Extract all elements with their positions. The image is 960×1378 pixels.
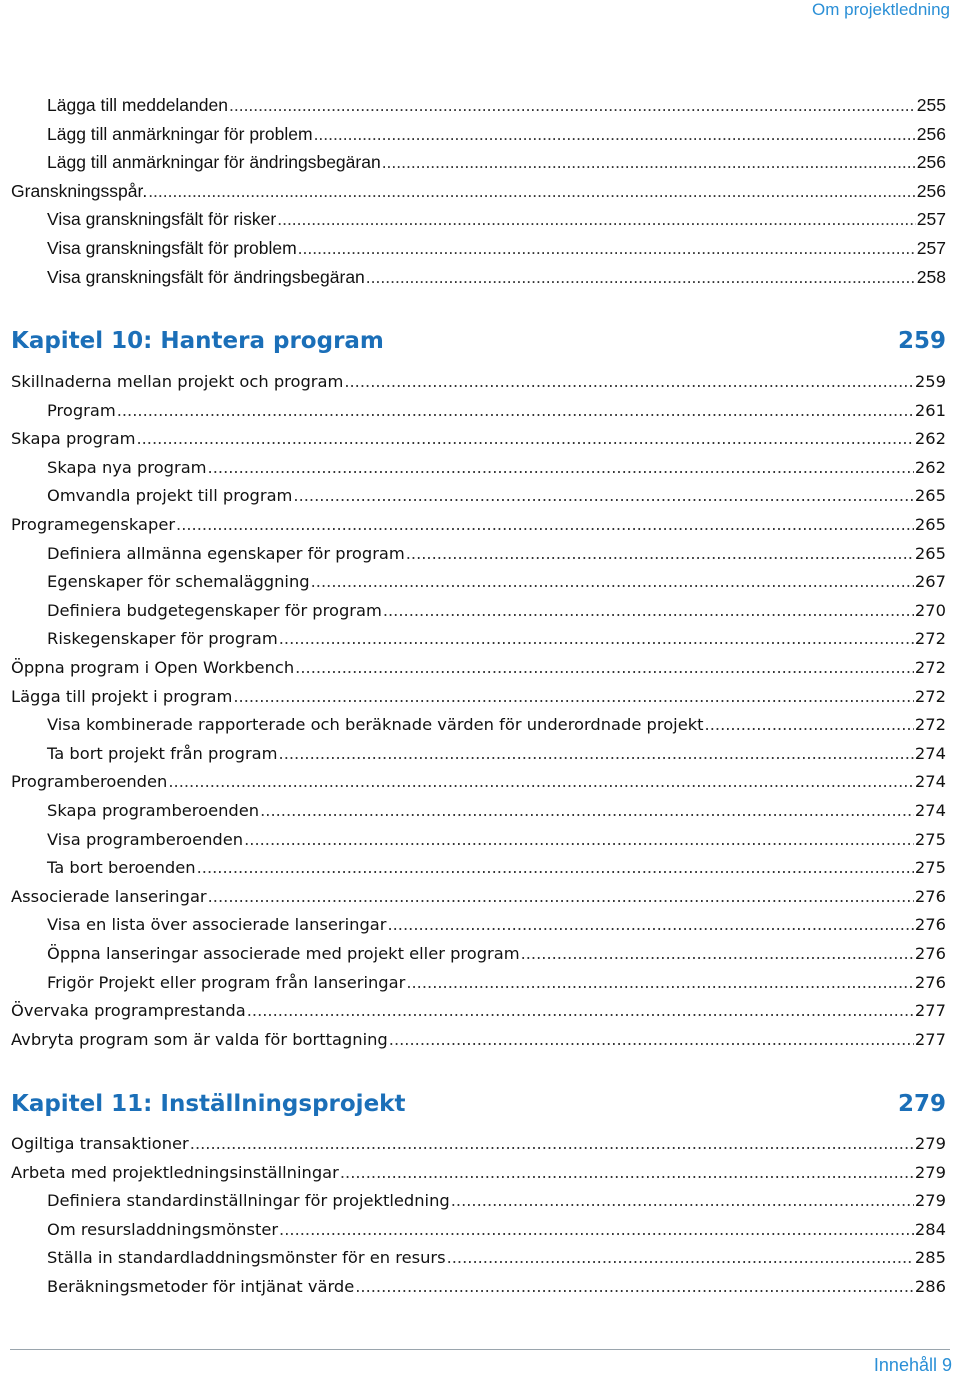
toc-entry[interactable]	[47, 628, 946, 650]
toc-entry-page: 276	[914, 915, 946, 935]
chapter-page-number: 259	[897, 328, 946, 354]
toc-entry-page: 272	[914, 686, 946, 706]
toc-entry-page: 274	[914, 772, 946, 792]
toc-entry-page: 272	[914, 715, 946, 735]
dot-leader	[314, 123, 916, 145]
toc-entry-title: Övervaka programprestanda	[11, 1001, 246, 1021]
dot-leader	[168, 771, 914, 793]
toc-entry-page: 255	[916, 95, 946, 115]
toc-entry[interactable]	[11, 1133, 946, 1155]
toc-entry-title: Beräkningsmetoder för intjänat värde	[47, 1277, 355, 1296]
toc-entry[interactable]	[47, 943, 946, 965]
toc-entry[interactable]	[47, 714, 946, 736]
toc-entry-page: 279	[914, 1134, 946, 1153]
toc-entry-page: 267	[914, 572, 946, 592]
toc-entry-page: 276	[914, 944, 946, 963]
toc-entry-title: Visa granskningsfält för ändringsbegäran	[47, 266, 365, 287]
toc-entry[interactable]	[47, 800, 946, 822]
toc-entry[interactable]	[47, 208, 946, 230]
toc-entry-title: Lägg till anmärkningar för problem	[47, 123, 313, 144]
toc-entry-page: 272	[914, 658, 946, 677]
toc-entry-title: Frigör Projekt eller program från lanseringar	[47, 972, 406, 992]
chapter-title: Kapitel 11: Inställningsprojekt	[11, 1091, 406, 1117]
toc-entry-title: Skapa programberoenden	[47, 801, 260, 820]
toc-entry-page: 265	[914, 486, 946, 506]
toc-entry[interactable]	[11, 1000, 946, 1022]
toc-entry-page: 274	[914, 801, 946, 820]
toc-entry-page: 284	[914, 1219, 946, 1239]
toc-entry[interactable]	[47, 743, 946, 765]
dot-leader	[247, 1000, 914, 1022]
dot-leader	[451, 1190, 914, 1212]
toc-entry-page: 277	[914, 1001, 946, 1021]
dot-leader	[190, 1133, 914, 1155]
toc-entry[interactable]	[47, 123, 946, 145]
dot-leader	[366, 266, 916, 288]
toc-entry-title: Ogiltiga transaktioner	[11, 1134, 189, 1153]
toc-entry-title: Visa programberoenden	[47, 829, 244, 849]
dot-leader	[148, 180, 916, 202]
dot-leader	[389, 1029, 914, 1051]
toc-entry-title: Skapa nya program	[47, 457, 207, 477]
toc-entry-page: 279	[914, 1191, 946, 1211]
dot-leader	[208, 886, 914, 908]
chapter-heading-10[interactable]	[11, 326, 946, 356]
toc-entry[interactable]	[11, 886, 946, 908]
toc-entry[interactable]	[47, 857, 946, 879]
toc-entry-title: Lägga till projekt i program	[11, 686, 233, 706]
toc-entry[interactable]	[11, 1029, 946, 1051]
toc-entry-page: 279	[914, 1162, 946, 1182]
chapter-heading-11[interactable]	[11, 1089, 946, 1119]
toc-entry-title: Definiera standardinställningar för projektledning	[47, 1191, 450, 1211]
dot-leader	[197, 857, 914, 879]
toc-entry[interactable]	[47, 1247, 946, 1269]
toc-entry-title: Programegenskaper	[11, 515, 176, 534]
toc-entry-title: Om resursladdningsmönster	[47, 1219, 279, 1239]
dot-leader	[117, 400, 914, 422]
toc-entry-page: 276	[914, 886, 946, 906]
toc-entry-title: Avbryta program som är valda för borttagning	[11, 1029, 388, 1049]
toc-entry-page: 256	[916, 152, 946, 173]
toc-entry-title: Associerade lanseringar	[11, 886, 207, 906]
dot-leader	[279, 743, 914, 765]
toc-entry-title: Definiera budgetegenskaper för program	[47, 600, 382, 620]
toc-entry-title: Arbeta med projektledningsinställningar	[11, 1162, 339, 1182]
toc-entry-title: Program	[47, 400, 116, 420]
toc-entry-title: Lägga till meddelanden	[47, 95, 228, 115]
dot-leader	[521, 943, 914, 965]
dot-leader	[279, 628, 914, 650]
dot-leader	[705, 714, 914, 736]
toc-entry-page: 277	[914, 1029, 946, 1049]
dot-leader	[244, 829, 914, 851]
toc-entry[interactable]	[47, 600, 946, 622]
dot-leader	[295, 657, 914, 679]
toc-entry[interactable]	[47, 266, 946, 288]
toc-entry[interactable]	[47, 543, 946, 565]
toc-entry-page: 258	[916, 266, 946, 287]
dot-leader	[277, 208, 916, 230]
dot-leader	[229, 94, 916, 116]
toc-entry-page: 261	[914, 400, 946, 420]
toc-entry-title: Programberoenden	[11, 772, 168, 792]
dot-leader	[233, 686, 914, 708]
footer-divider	[10, 1349, 950, 1350]
toc-entry[interactable]	[47, 400, 946, 422]
toc-entry-title: Ställa in standardladdningsmönster för en resurs	[47, 1248, 446, 1268]
toc-entry-title: Definiera allmänna egenskaper för program	[47, 543, 405, 563]
toc-entry-title: Granskningsspår.	[11, 180, 148, 201]
toc-entry-page: 285	[914, 1248, 946, 1268]
chapter-title: Kapitel 10: Hantera program	[11, 328, 384, 354]
toc-entry[interactable]	[47, 1276, 946, 1298]
dot-leader	[406, 543, 914, 565]
toc-entry-title: Skillnaderna mellan projekt och program	[11, 372, 344, 391]
toc-entry[interactable]	[47, 1190, 946, 1212]
toc-entry[interactable]	[47, 1219, 946, 1241]
toc-entry-page: 262	[914, 429, 946, 449]
toc-entry-title: Visa kombinerade rapporterade och beräknade värden för underordnade projekt	[47, 715, 704, 735]
toc-entry[interactable]	[47, 94, 946, 116]
dot-leader	[260, 800, 914, 822]
toc-entry-title: Skapa program	[11, 429, 136, 449]
toc-entry[interactable]	[47, 237, 946, 259]
dot-leader	[340, 1162, 914, 1184]
toc-entry-title: Omvandla projekt till program	[47, 486, 293, 506]
toc-entry-title: Ta bort beroenden	[47, 858, 196, 878]
toc-entry-page: 275	[914, 858, 946, 878]
toc-entry[interactable]	[47, 972, 946, 994]
toc-entry[interactable]	[47, 571, 946, 593]
dot-leader	[382, 151, 916, 173]
running-header-title: Om projektledning	[812, 0, 950, 19]
dot-leader	[298, 237, 916, 259]
dot-leader	[406, 972, 914, 994]
toc-entry[interactable]	[11, 428, 946, 450]
dot-leader	[279, 1219, 914, 1241]
toc-entry[interactable]	[47, 914, 946, 936]
toc-entry-page: 275	[914, 829, 946, 849]
dot-leader	[293, 485, 914, 507]
toc-entry[interactable]	[11, 657, 946, 679]
toc-entry[interactable]	[11, 771, 946, 793]
toc-entry-title: Lägg till anmärkningar för ändringsbegäran	[47, 152, 381, 173]
dot-leader	[387, 914, 913, 936]
dot-leader	[383, 600, 914, 622]
toc-entry[interactable]	[11, 180, 946, 202]
dot-leader	[447, 1247, 914, 1269]
toc-entry-title: Ta bort projekt från program	[47, 743, 278, 763]
toc-entry-page: 257	[916, 209, 946, 230]
toc-entry-page: 259	[914, 372, 946, 391]
toc-entry[interactable]	[47, 151, 946, 173]
page-footer-label: Innehåll 9	[873, 1355, 952, 1375]
toc-entry-page: 265	[914, 515, 946, 534]
toc-entry-title: Visa granskningsfält för problem	[47, 238, 297, 258]
toc-entry[interactable]	[47, 485, 946, 507]
dot-leader	[136, 428, 913, 450]
toc-entry[interactable]	[47, 457, 946, 479]
dot-leader	[208, 457, 914, 479]
toc-entry-page: 257	[916, 238, 946, 258]
toc-entry-title: Visa en lista över associerade lanseringar	[47, 915, 387, 935]
toc-entry-page: 276	[914, 972, 946, 992]
dot-leader	[176, 514, 914, 536]
dot-leader	[311, 571, 914, 593]
dot-leader	[344, 371, 914, 393]
toc-entry[interactable]	[11, 1162, 946, 1184]
toc-entry-title: Visa granskningsfält för risker	[47, 209, 277, 230]
toc-entry-page: 274	[914, 743, 946, 763]
toc-entry[interactable]	[11, 371, 946, 393]
toc-entry-title: Öppna program i Open Workbench	[11, 658, 295, 677]
toc-entry-page: 256	[916, 180, 946, 201]
toc-entry[interactable]	[11, 686, 946, 708]
toc-entry-title: Riskegenskaper för program	[47, 629, 278, 649]
toc-entry-title: Öppna lanseringar associerade med projekt eller program	[47, 944, 520, 963]
dot-leader	[355, 1276, 914, 1298]
toc-entry-page: 256	[916, 123, 946, 144]
chapter-page-number: 279	[897, 1091, 946, 1117]
toc-entry[interactable]	[47, 829, 946, 851]
toc-entry[interactable]	[11, 514, 946, 536]
toc-entry-page: 270	[914, 600, 946, 620]
toc-entry-page: 265	[914, 543, 946, 563]
toc-entry-page: 262	[914, 457, 946, 477]
toc-entry-page: 286	[914, 1277, 946, 1296]
toc-entry-title: Egenskaper för schemaläggning	[47, 572, 310, 592]
toc-entry-page: 272	[914, 629, 946, 649]
